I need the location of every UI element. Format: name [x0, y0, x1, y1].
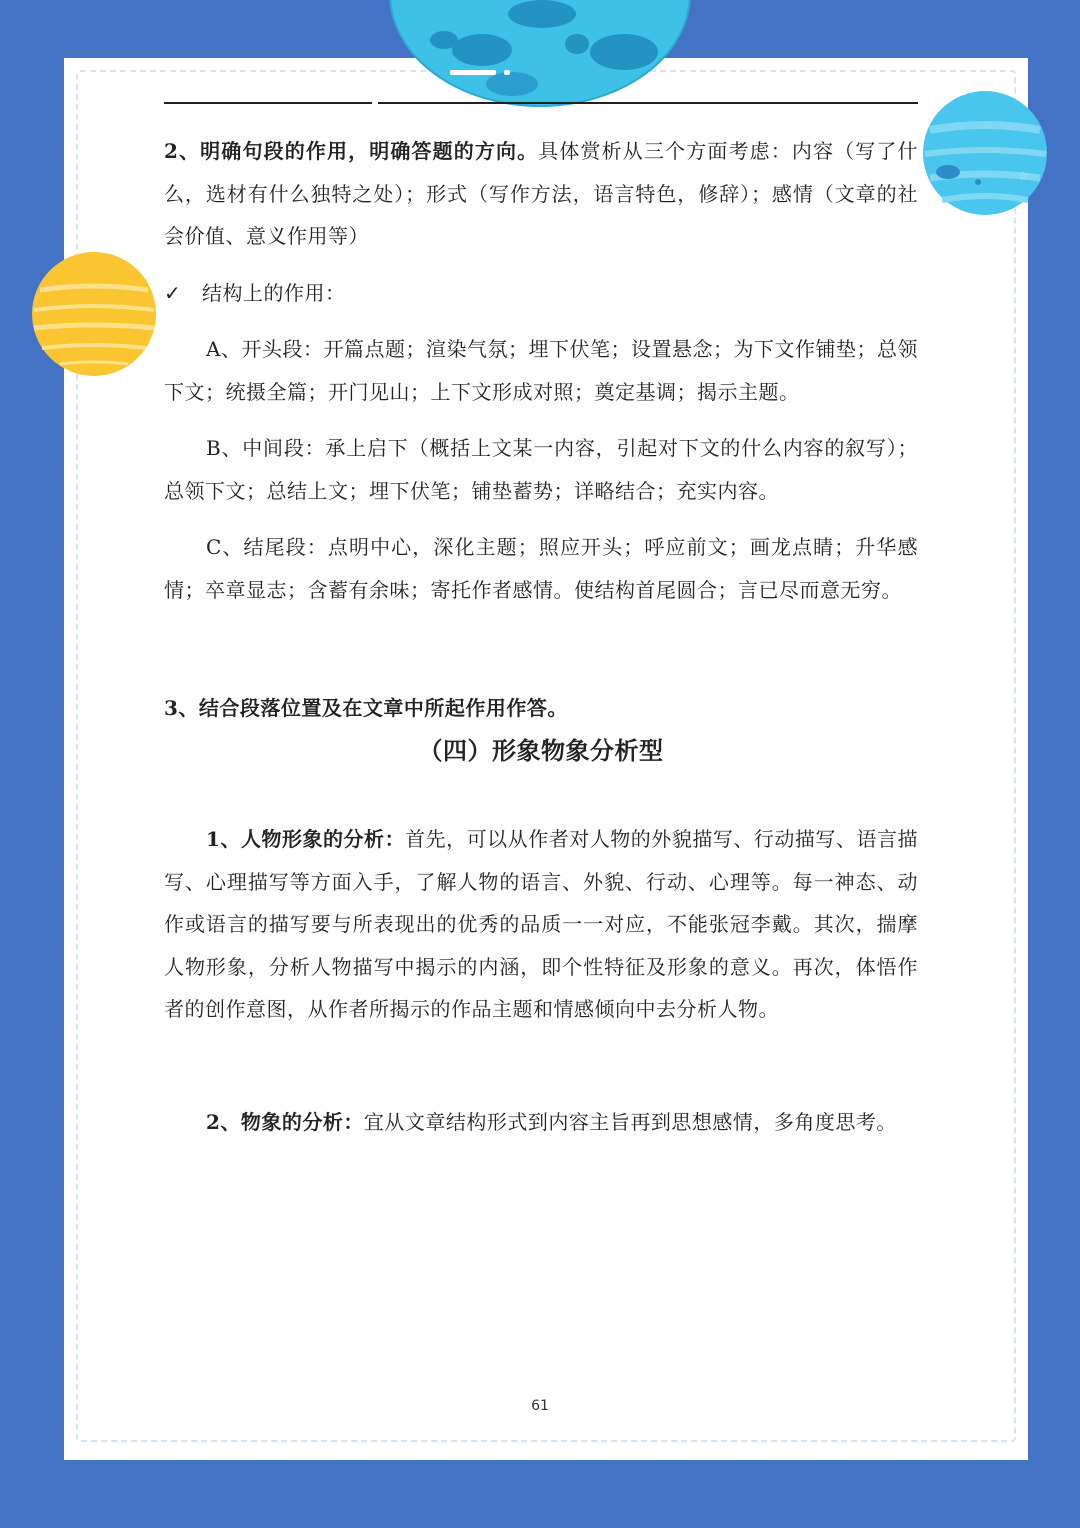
structure-item-b: B、中间段：承上启下（概括上文某一内容，引起对下文的什么内容的叙写）；总领下文；总结上文；埋下伏笔；铺垫蓄势；详略结合；充实内容。 — [164, 436, 918, 503]
section2-text: 具体赏析从三个方面考虑：内容（写了什么，选材有什么独特之处）；形式（写作方法，语言特色，修辞）；感情（文章的社会价值、意义作用等） — [164, 139, 919, 248]
section4-p2-text: 宜从文章结构形式到内容主旨再到思想感情，多角度思考。 — [363, 1109, 897, 1134]
svg-text:☆: ☆ — [1018, 169, 1029, 183]
header-rule-right — [378, 102, 918, 104]
planet-top-illustration — [372, 0, 708, 112]
section3-heading: 3、结合段落位置及在文章中所起作用作答。 — [164, 696, 568, 720]
section4-p1-text: 首先，可以从作者对人物的外貌描写、行动描写、语言描写、心理描写等方面入手，了解人物的语言、外貌、行动、心理等。每一神态、动作或语言的描写要与所表现出的优秀的品质一一对应，不能张冠李戴。其次，揣摩人物形象，分析人物描写中揭示的内涵，即个性特征及形象的意义。再次，体悟作者的创作意图，从作者所揭示的作品主题和情感倾向中去分析人物。 — [164, 827, 919, 1021]
section4-p2-heading: 2、物象的分析： — [206, 1109, 364, 1134]
checkmark-icon: ✓ — [164, 280, 182, 305]
planet-left-illustration — [30, 252, 160, 382]
section4-paragraph-1 — [164, 818, 918, 1031]
section4-p1-heading: 1、人物形象的分析： — [206, 827, 406, 851]
structure-item-c: C、结尾段：点明中心，深化主题；照应开头；呼应前文；画龙点睛；升华感情；卒章显志；含蓄有余味；寄托作者感情。使结构首尾圆合；言已尽而意无穷。 — [164, 535, 918, 602]
document-body — [164, 130, 918, 1143]
section2-heading: 2、明确句段的作用，明确答题的方向。 — [164, 139, 539, 163]
section2-paragraph — [164, 130, 918, 258]
header-rule-left — [164, 102, 372, 104]
planet-right-illustration — [922, 90, 1052, 220]
structure-label-row — [164, 272, 918, 315]
structure-item-a: A、开头段：开篇点题；渲染气氛；埋下伏笔；设置悬念；为下文作铺垫；总领下文；统摄全篇；开门见山；上下文形成对照；奠定基调；揭示主题。 — [164, 337, 918, 404]
section4-title: （四）形象物象分析型 — [418, 735, 664, 765]
section4-paragraph-2 — [164, 1101, 918, 1144]
structure-label: 结构上的作用： — [202, 280, 346, 305]
page-number: 61 — [531, 1398, 549, 1414]
